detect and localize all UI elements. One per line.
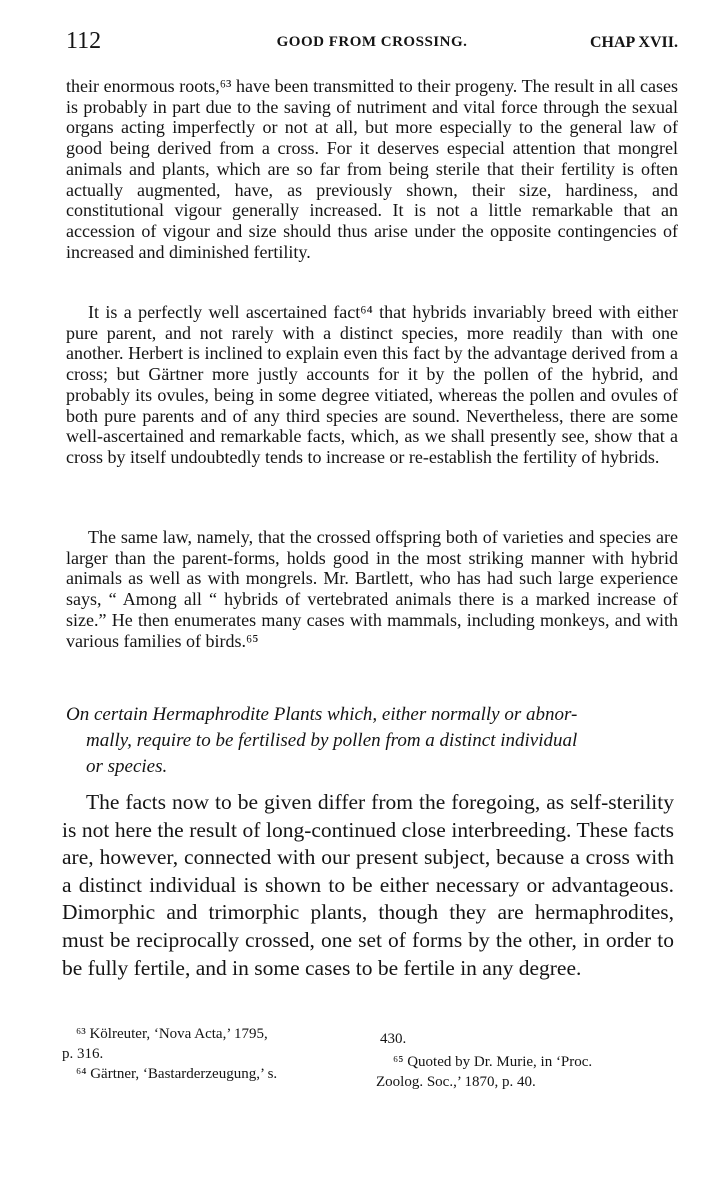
paragraph-2: It is a perfectly well ascertained fact⁶⁴ that hybrids invariably breed with either pure parent, and not rarely with a distinct species, more readily than with one another. Herbert is inclined to explain even this fact by the advantage derived from a cross; but Gärtner more justly accounts for it by the pollen of the hybrid, and probably its ovules, being in some degree vitiated, whereas the pollen and ovules of both pure parents and of any third species are sound. Nevertheless, there are some well-ascertained and remarkable facts, which, as we shall presently see, show that a cross by itself undoubtedly tends to increase or re-establish the fertility of hybrids. [66,302,678,467]
footnote-64: ⁶⁴ Gärtner, ‘Bastarderzeugung,’ s. [76,1066,278,1082]
paragraph-3: The same law, namely, that the crossed offspring both of varieties and species are larger than the parent-forms, holds good in the most striking manner with hybrid animals as well as with mongrels. Mr. Bartlett, who has had such large experience says, “ Among all “ hybrids of vertebrated animals there is a marked increase of size.” He then enumerates many cases with mammals, including monkeys, and with various families of birds.⁶⁵ [66,527,678,651]
footnote-65-continuation: Zoolog. Soc.,’ 1870, p. 40. [376,1074,536,1090]
footnote-63: ⁶³ Kölreuter, ‘Nova Acta,’ 1795, [76,1026,268,1042]
section-heading-line-3: or species. [86,756,168,777]
section-body-paragraph: The facts now to be given differ from the foregoing, as self-sterility is not here the result of long-continued close interbreeding. These facts are, however, connected with our present subject, because a cross with a distinct individual is shown to be either necessary or advantageous. Dimorphic and trimorphic plants, though they are hermaphrodites, must be reciprocally crossed, one set of forms by the other, in order to be fully fertile, and in some cases to be fertile in any degree. [62,790,674,980]
page-header [66,28,678,56]
footnote-65: ⁶⁵ Quoted by Dr. Murie, in ‘Proc. [393,1054,593,1070]
section-heading [66,702,678,780]
paragraph-1: their enormous roots,⁶³ have been transmitted to their progeny. The result in all cases is probably in part due to the saving of nutriment and vital force through the sexual organs acting imperfectly or not at all, but more especially to the general law of good being derived from a cross. For it deserves especial attention that mongrel animals and plants, which are so far from being sterile that their fertility is often actually augmented, have, as previously shown, their size, hardiness, and constitutional vigour generally increased. It is not a little remarkable that an accession of vigour and size should thus arise under the opposite contingencies of increased and diminished fertility. [66,76,678,262]
running-title: GOOD FROM CROSSING. [276,34,468,50]
section-heading-line-2: mally, require to be fertilised by pollen from a distinct individual [86,730,578,751]
page-number: 112 [66,28,102,54]
section-heading-line-1: On certain Hermaphrodite Plants which, either normally or abnor- [66,704,578,725]
footnote-63-page: 430. [380,1031,407,1047]
chapter-label: CHAP XVII. [589,34,678,51]
footnote-63-continuation: p. 316. [62,1046,104,1062]
